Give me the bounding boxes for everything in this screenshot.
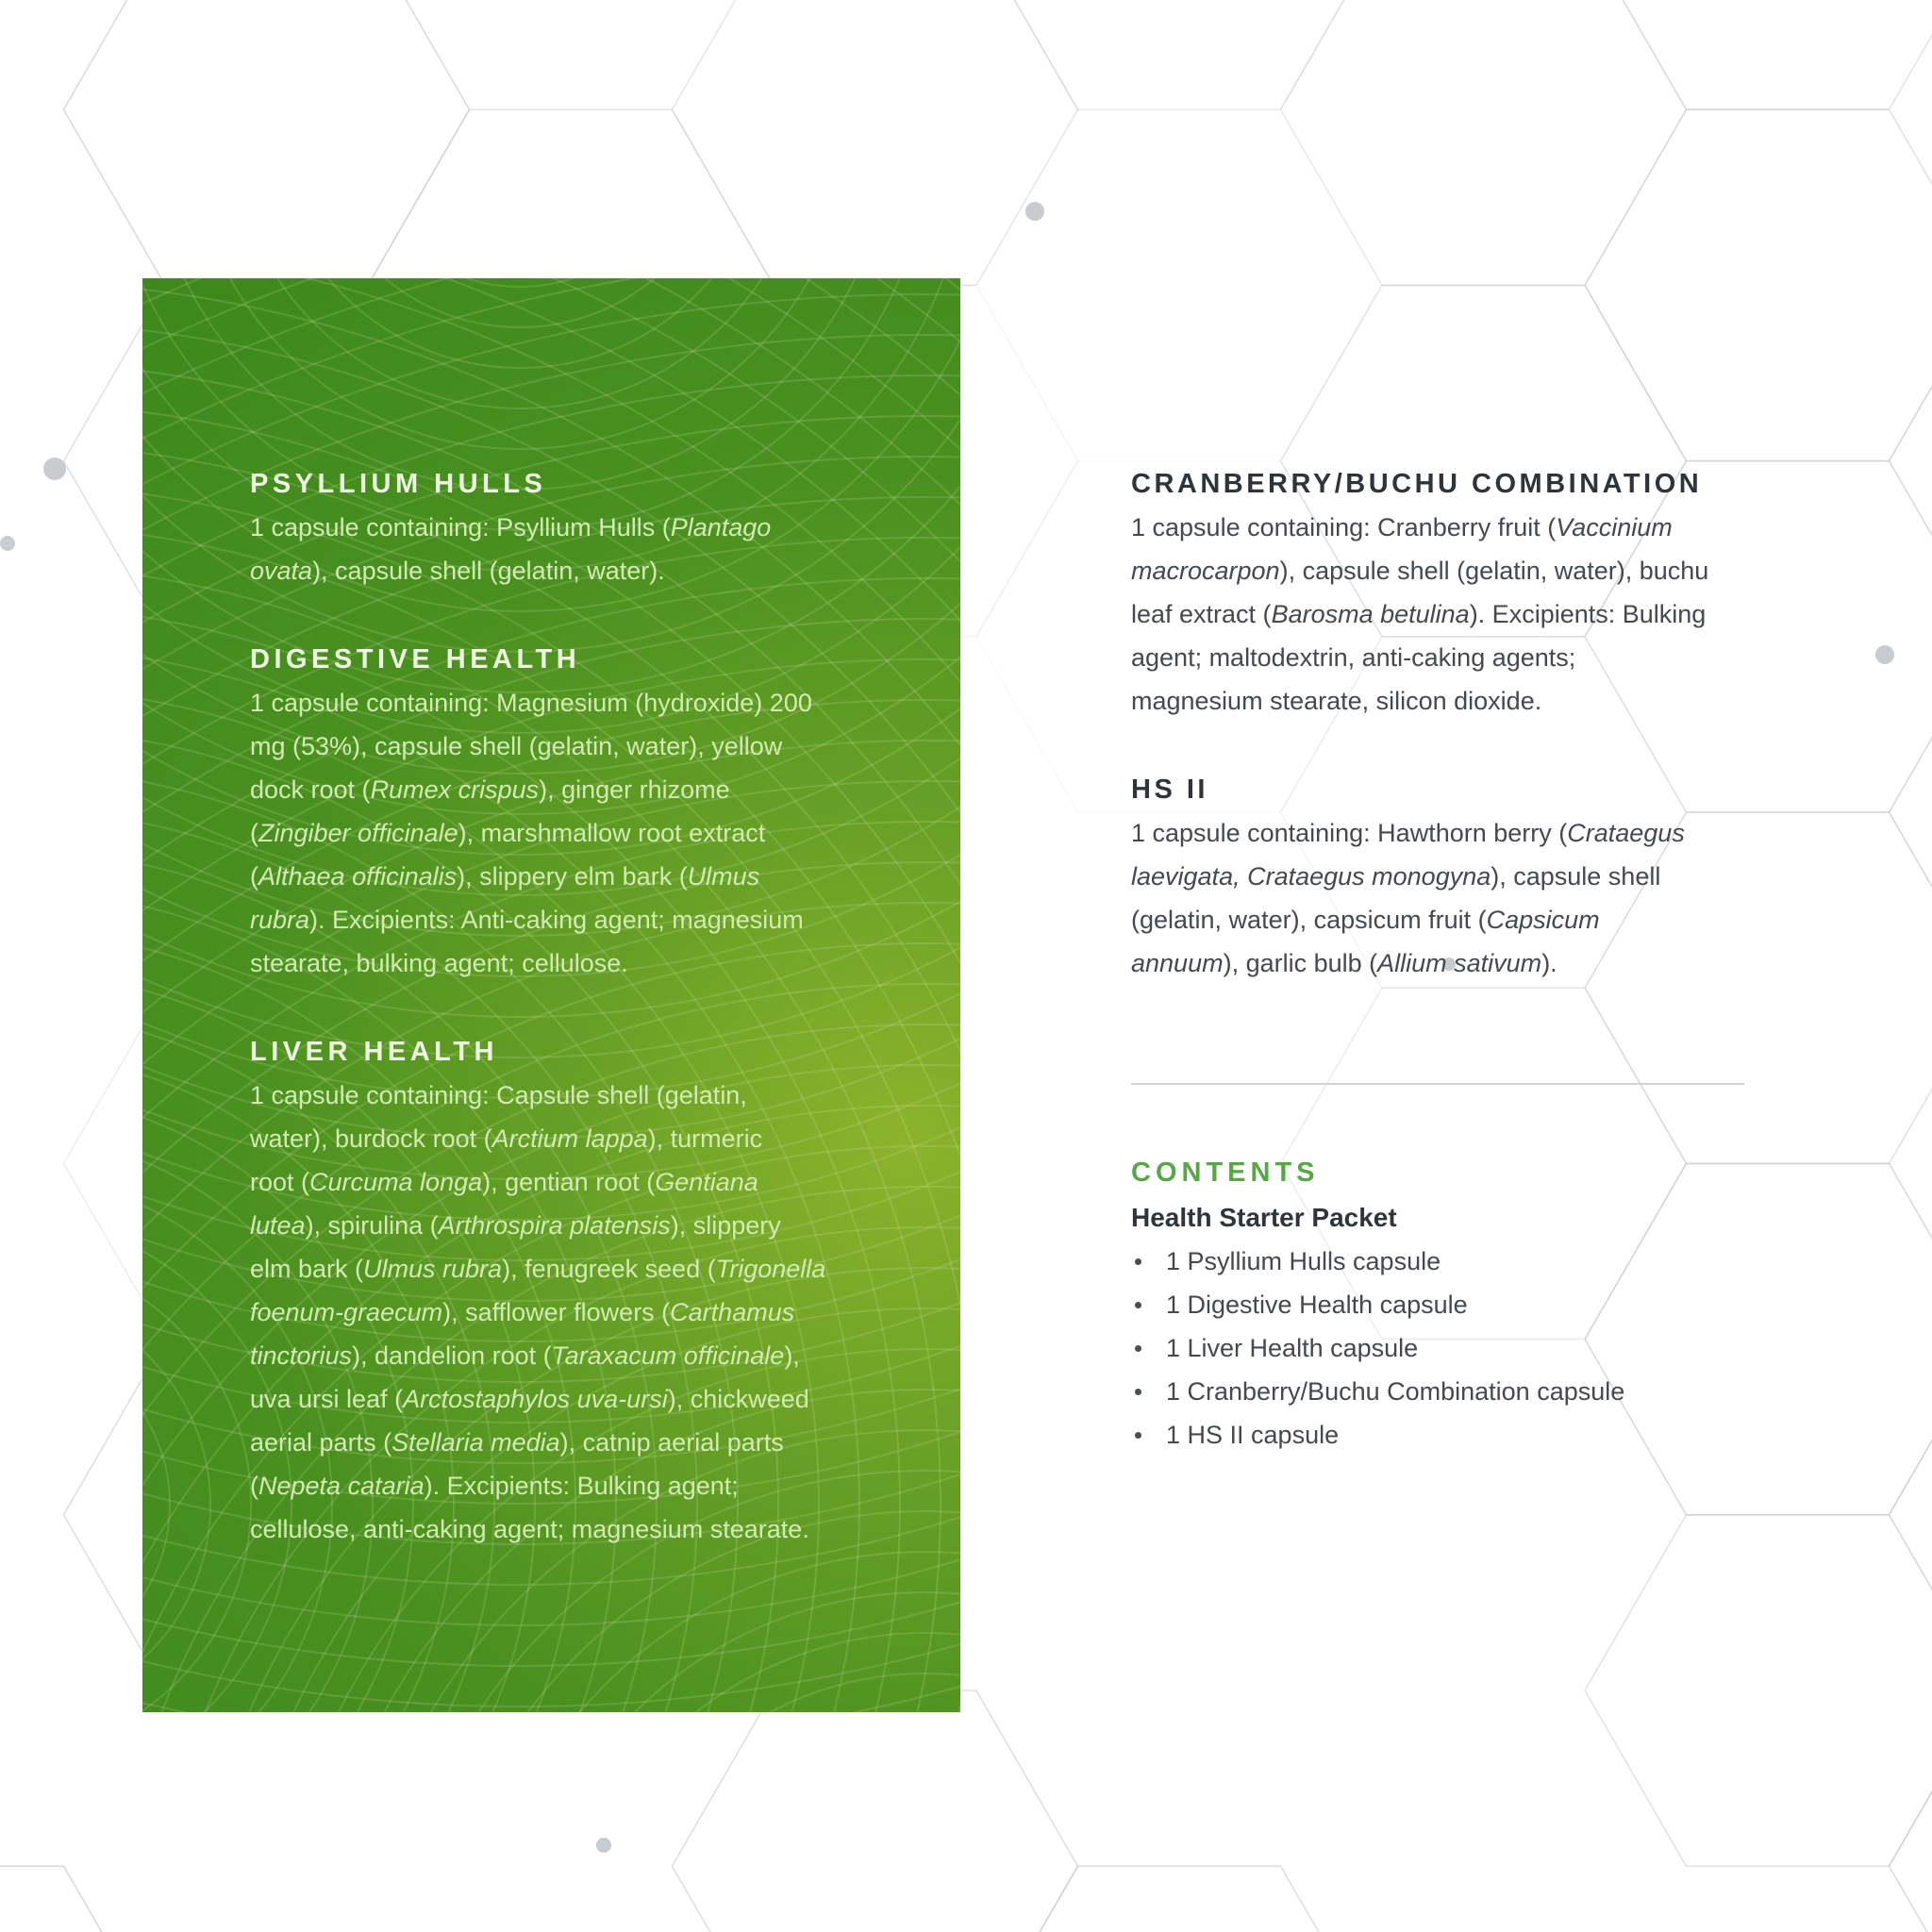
species-name: Arctostaphylos uva-ursi [403, 1385, 668, 1413]
species-name: Taraxacum officinale [551, 1341, 785, 1370]
ingredient-text: ( [250, 1472, 258, 1500]
species-name: Gentiana [655, 1168, 758, 1196]
species-name: Trigonella [715, 1255, 826, 1283]
ingredient-text: ), capsule shell (gelatin, water), buchu [1279, 557, 1709, 585]
ingredient-text: ). Excipients: Bulking agent; [424, 1472, 739, 1500]
ingredient-text: ). Excipients: Anti-caking agent; magnesium [309, 906, 804, 934]
bullet-icon [1135, 1258, 1141, 1265]
ingredient-line [250, 506, 891, 549]
contents-item [1131, 1413, 1791, 1457]
species-name: Ulmus [687, 862, 760, 891]
ingredient-line [250, 1464, 891, 1507]
ingredient-section [250, 462, 891, 592]
species-name: Curcuma longa [309, 1168, 483, 1196]
ingredient-line [1131, 855, 1791, 898]
species-name: Rumex crispus [370, 775, 540, 804]
contents-list [1131, 1240, 1791, 1457]
ingredient-text: ), chickweed [667, 1385, 809, 1413]
ingredient-text: ), capsule shell [1491, 862, 1661, 891]
ingredient-text: cellulose, anti-caking agent; magnesium stearate. [250, 1515, 809, 1543]
section-heading: CRANBERRY/BUCHU COMBINATION [1131, 469, 1703, 499]
ingredient-line [250, 1507, 891, 1551]
contents-item [1131, 1240, 1791, 1283]
ingredient-line [250, 1421, 891, 1464]
species-name: foenum-graecum [250, 1298, 443, 1326]
species-name: Arthrospira platensis [438, 1211, 671, 1240]
species-name: Barosma betulina [1271, 600, 1470, 628]
ingredient-line [250, 811, 891, 855]
species-name: laevigata, Crataegus monogyna [1131, 862, 1491, 891]
contents-heading: CONTENTS [1131, 1158, 1320, 1188]
ingredient-text: (gelatin, water), capsicum fruit ( [1131, 906, 1487, 934]
ingredient-text: ), [784, 1341, 800, 1370]
divider-line [1131, 1083, 1744, 1085]
ingredient-section [250, 1030, 891, 1551]
ingredient-line [250, 941, 891, 985]
ingredient-text: ), marshmallow root extract [458, 819, 766, 847]
section-heading: LIVER HEALTH [250, 1037, 498, 1067]
ingredient-line [250, 898, 891, 941]
species-name: Crataegus [1567, 819, 1685, 847]
ingredient-text: 1 capsule containing: Cranberry fruit ( [1131, 513, 1557, 541]
ingredient-line [250, 1377, 891, 1421]
ingredient-text: ), catnip aerial parts [559, 1428, 784, 1457]
ingredient-line [1131, 592, 1791, 636]
bullet-icon [1135, 1302, 1141, 1308]
ingredient-text: agent; maltodextrin, anti-caking agents; [1131, 643, 1576, 672]
ingredient-text: ), turmeric [647, 1124, 763, 1153]
ingredient-text: ( [250, 819, 258, 847]
contents-item-label: 1 Liver Health capsule [1166, 1334, 1419, 1362]
right-column [1131, 462, 1791, 1457]
ingredient-line [250, 1160, 891, 1204]
right-ingredient-sections [1131, 462, 1791, 985]
ingredient-text: 1 capsule containing: Capsule shell (gelatin, [250, 1081, 747, 1109]
ingredient-section [1131, 768, 1791, 985]
ingredient-line [250, 768, 891, 811]
ingredient-line [1131, 811, 1791, 855]
ingredient-section [250, 638, 891, 985]
contents-item-label: 1 Cranberry/Buchu Combination capsule [1166, 1377, 1625, 1406]
species-name: Arctium lappa [491, 1124, 648, 1153]
ingredient-text: ), ginger rhizome [539, 775, 730, 804]
species-name: ovata [250, 557, 313, 585]
species-name: rubra [250, 906, 310, 934]
bullet-icon [1135, 1432, 1141, 1439]
ingredient-text: root ( [250, 1168, 310, 1196]
ingredient-text: stearate, bulking agent; cellulose. [250, 949, 628, 977]
ingredient-text: 1 capsule containing: Psyllium Hulls ( [250, 513, 671, 541]
ingredient-text: ), slippery elm bark ( [457, 862, 688, 891]
ingredient-line [1131, 941, 1791, 985]
ingredient-line [250, 1074, 891, 1117]
section-heading: DIGESTIVE HEALTH [250, 644, 581, 675]
ingredient-line [250, 855, 891, 898]
ingredient-line [250, 1291, 891, 1334]
ingredient-text: mg (53%), capsule shell (gelatin, water), yellow [250, 732, 783, 760]
ingredient-text: magnesium stearate, silicon dioxide. [1131, 687, 1542, 715]
ingredient-line [250, 681, 891, 724]
contents-item-label: 1 Psyllium Hulls capsule [1166, 1247, 1441, 1275]
green-ingredients-panel [142, 278, 960, 1712]
species-name: tinctorius [250, 1341, 353, 1370]
ingredient-line [250, 724, 891, 768]
ingredient-line [1131, 549, 1791, 592]
contents-item-label: 1 HS II capsule [1166, 1421, 1340, 1449]
ingredient-line [250, 549, 891, 592]
species-name: Stellaria media [391, 1428, 560, 1457]
ingredient-text: ), slippery [670, 1211, 781, 1240]
bullet-icon [1135, 1345, 1141, 1352]
left-ingredient-sections [250, 462, 891, 1551]
ingredient-line [250, 1204, 891, 1247]
ingredient-text: water), burdock root ( [250, 1124, 492, 1153]
contents-item [1131, 1283, 1791, 1326]
ingredient-text: ). Excipients: Bulking [1469, 600, 1707, 628]
species-name: Nepeta cataria [258, 1472, 425, 1500]
contents-item [1131, 1370, 1791, 1413]
species-name: Ulmus rubra [363, 1255, 503, 1283]
ingredient-text: leaf extract ( [1131, 600, 1272, 628]
species-name: Vaccinium [1556, 513, 1673, 541]
section-heading: PSYLLIUM HULLS [250, 469, 547, 499]
contents-item-label: 1 Digestive Health capsule [1166, 1291, 1468, 1319]
ingredient-text: elm bark ( [250, 1255, 364, 1283]
species-name: Allium sativum [1377, 949, 1542, 977]
species-name: Plantago [670, 513, 772, 541]
species-name: Zingiber officinale [258, 819, 458, 847]
bullet-icon [1135, 1389, 1141, 1395]
ingredient-text: ), spirulina ( [305, 1211, 439, 1240]
ingredient-text: ), fenugreek seed ( [502, 1255, 716, 1283]
ingredient-line [1131, 898, 1791, 941]
ingredient-text: uva ursi leaf ( [250, 1385, 404, 1413]
ingredient-text: ), gentian root ( [482, 1168, 656, 1196]
ingredient-section [1131, 462, 1791, 723]
ingredient-text: dock root ( [250, 775, 371, 804]
ingredient-text: ), capsule shell (gelatin, water). [312, 557, 665, 585]
ingredient-line [1131, 636, 1791, 679]
ingredient-text: ), garlic bulb ( [1223, 949, 1378, 977]
section-heading: HS II [1131, 774, 1208, 805]
species-name: Capsicum [1486, 906, 1600, 934]
ingredient-line [250, 1117, 891, 1160]
species-name: annuum [1131, 949, 1224, 977]
contents-item [1131, 1326, 1791, 1370]
species-name: lutea [250, 1211, 306, 1240]
ingredient-text: ), dandelion root ( [352, 1341, 552, 1370]
ingredient-text: 1 capsule containing: Hawthorn berry ( [1131, 819, 1568, 847]
ingredient-line [1131, 679, 1791, 723]
ingredient-text: ( [250, 862, 258, 891]
ingredient-line [250, 1334, 891, 1377]
ingredient-line [250, 1247, 891, 1291]
species-name: Althaea officinalis [258, 862, 458, 891]
ingredient-text: aerial parts ( [250, 1428, 392, 1457]
species-name: Carthamus [670, 1298, 795, 1326]
ingredient-text: ). [1541, 949, 1557, 977]
species-name: macrocarpon [1131, 557, 1280, 585]
ingredient-text: ), safflower flowers ( [442, 1298, 671, 1326]
ingredient-text: 1 capsule containing: Magnesium (hydroxide) 200 [250, 689, 812, 717]
contents-subheading: Health Starter Packet [1131, 1203, 1397, 1232]
ingredient-line [1131, 506, 1791, 549]
